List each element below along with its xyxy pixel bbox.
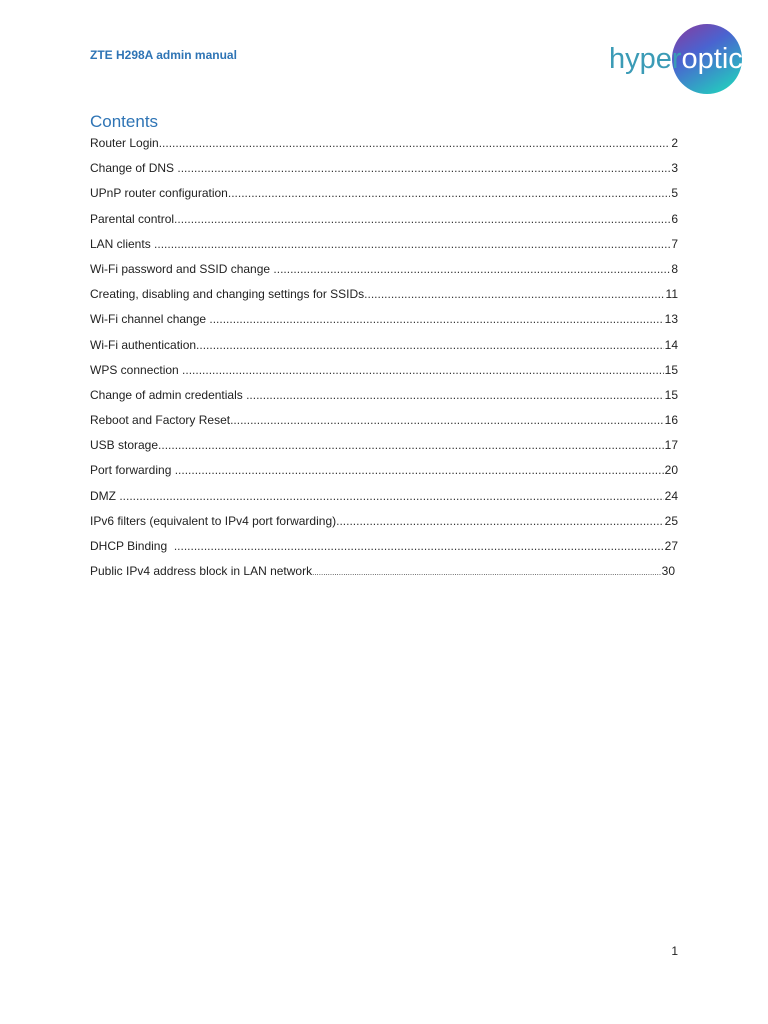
toc-dot-leader xyxy=(246,383,664,408)
toc-entry-page: 8 xyxy=(671,261,678,276)
logo-text-optic: optic xyxy=(681,43,743,75)
toc-entry-page: 5 xyxy=(671,186,678,201)
toc-dot-leader xyxy=(336,509,664,534)
toc-entry-title: Port forwarding xyxy=(90,463,175,478)
toc-entry-page: 24 xyxy=(664,488,678,503)
toc-entry-title: Wi-Fi channel change xyxy=(90,312,210,327)
toc-entry-port-forwarding[interactable] xyxy=(90,458,678,483)
toc-entry-title: Reboot and Factory Reset xyxy=(90,413,231,428)
toc-entry-title: WPS connection xyxy=(90,362,183,377)
logo-text-hyper: hyper xyxy=(609,43,682,75)
toc-dot-leader xyxy=(209,307,663,332)
toc-entry-page: 6 xyxy=(671,211,678,226)
toc-dot-leader xyxy=(154,232,670,257)
toc-entry-title: Public IPv4 address block in LAN network xyxy=(90,564,313,579)
toc-entry-wps-connection[interactable] xyxy=(90,358,678,383)
toc-entry-dmz[interactable] xyxy=(90,484,678,509)
toc-entry-title: Parental control xyxy=(90,211,175,226)
toc-dot-leader xyxy=(228,181,670,206)
toc-entry-wifi-password-ssid-change[interactable] xyxy=(90,257,678,282)
toc-entry-page: 25 xyxy=(664,513,678,528)
toc-entry-page: 2 xyxy=(671,136,678,150)
toc-entry-page: 20 xyxy=(664,463,678,478)
toc-entry-page: 30 xyxy=(661,564,675,579)
toc-dot-leader xyxy=(158,433,664,458)
toc-entry-page: 17 xyxy=(664,438,678,453)
toc-entry-title: Change of DNS xyxy=(90,161,178,176)
toc-entry-page: 11 xyxy=(665,287,678,302)
toc-entry-title: IPv6 filters (equivalent to IPv4 port forwarding) xyxy=(90,513,337,528)
document-header-title: ZTE H298A admin manual xyxy=(90,48,237,62)
hyperoptic-logo xyxy=(605,20,755,100)
toc-entry-usb-storage[interactable] xyxy=(90,433,678,458)
toc-dot-leader xyxy=(174,207,670,232)
toc-dot-leader xyxy=(230,408,664,433)
table-of-contents xyxy=(90,131,678,584)
toc-entry-title: Change of admin credentials xyxy=(90,387,247,402)
toc-entry-ipv6-filters[interactable] xyxy=(90,509,678,534)
toc-entry-title: Wi-Fi password and SSID change xyxy=(90,261,274,276)
toc-dot-leader xyxy=(364,282,664,307)
toc-dot-leader xyxy=(159,131,671,156)
contents-heading: Contents xyxy=(90,112,159,131)
toc-dot-leader xyxy=(312,560,661,585)
toc-dot-leader xyxy=(119,484,663,509)
toc-entry-page: 14 xyxy=(664,337,678,352)
toc-entry-page: 27 xyxy=(664,539,678,553)
toc-entry-title: Creating, disabling and changing settings for SSIDs xyxy=(90,287,365,302)
toc-entry-parental-control[interactable] xyxy=(90,207,678,232)
toc-entry-title: UPnP router configuration xyxy=(90,186,228,201)
toc-entry-title: DHCP Binding xyxy=(90,539,174,553)
page-number: 1 xyxy=(671,944,678,958)
toc-entry-page: 15 xyxy=(664,387,678,402)
toc-dot-leader xyxy=(182,358,664,383)
toc-dot-leader xyxy=(174,534,664,559)
toc-entry-page: 3 xyxy=(671,161,678,176)
toc-entry-wifi-authentication[interactable] xyxy=(90,333,678,358)
toc-entry-reboot-factory-reset[interactable] xyxy=(90,408,678,433)
toc-dot-leader xyxy=(196,333,664,358)
toc-dot-leader xyxy=(175,458,664,483)
toc-entry-page: 13 xyxy=(664,312,678,327)
toc-entry-page: 7 xyxy=(671,236,678,251)
toc-entry-lan-clients[interactable] xyxy=(90,232,678,257)
toc-entry-title: Router Login xyxy=(90,136,159,150)
toc-entry-title: LAN clients xyxy=(90,236,155,251)
toc-entry-router-login[interactable] xyxy=(90,131,678,156)
toc-entry-title: USB storage xyxy=(90,438,159,453)
toc-entry-page: 15 xyxy=(664,362,678,377)
toc-entry-title: Wi-Fi authentication xyxy=(90,337,197,352)
toc-entry-upnp-router-configuration[interactable] xyxy=(90,181,678,206)
toc-dot-leader xyxy=(273,257,670,282)
toc-entry-ssid-settings[interactable] xyxy=(90,282,678,307)
toc-entry-wifi-channel-change[interactable] xyxy=(90,307,678,332)
toc-entry-public-ipv4-block[interactable] xyxy=(90,559,678,584)
toc-entry-dhcp-binding[interactable] xyxy=(90,534,678,559)
toc-entry-change-of-admin-credentials[interactable] xyxy=(90,383,678,408)
toc-dot-leader xyxy=(177,156,670,181)
toc-entry-page: 16 xyxy=(664,413,678,428)
svg-text:hyperoptic xyxy=(609,43,743,75)
toc-entry-change-of-dns[interactable] xyxy=(90,156,678,181)
toc-entry-title: DMZ xyxy=(90,488,120,503)
